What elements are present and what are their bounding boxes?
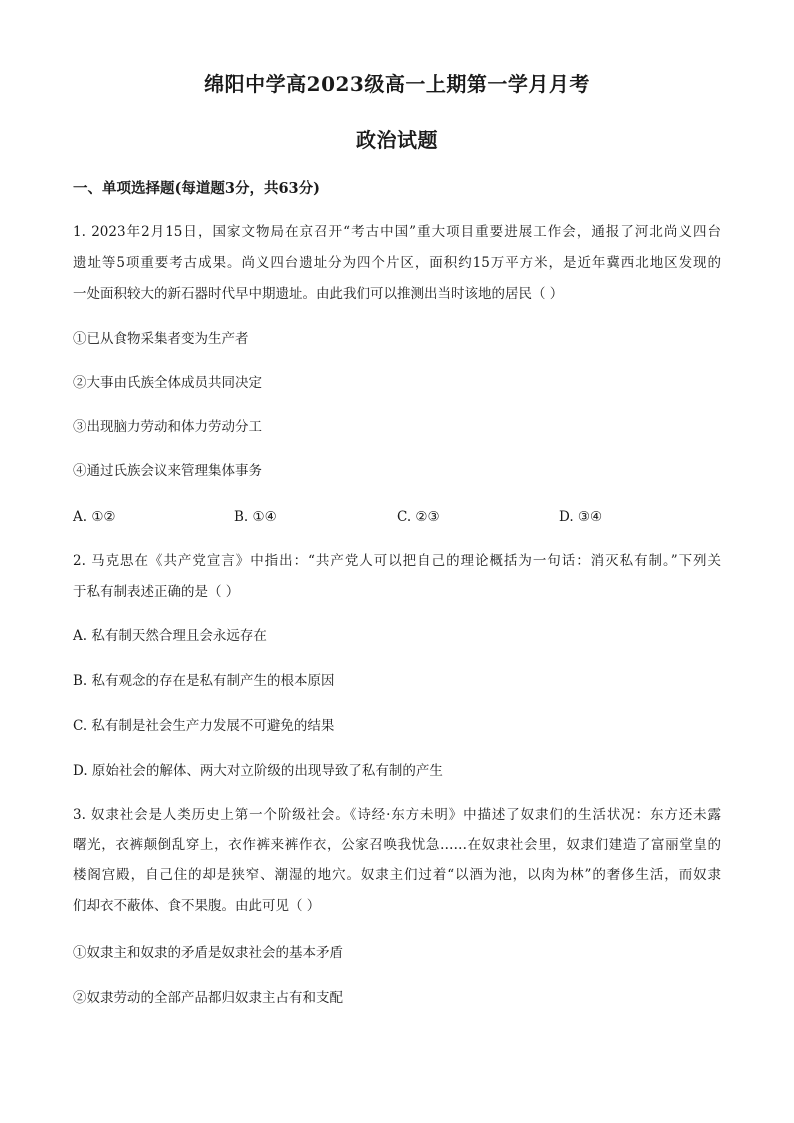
question-1-line-1: 1. 2023年2月15日，国家文物局在京召开“考古中国”重大项目重要进展工作会，通报了河北尚义四台 — [73, 224, 721, 240]
question-3-line-3: 楼阁宫殿，自己住的却是狭窄、潮湿的地穴。奴隶主们过着“以酒为池，以肉为林”的奢侈生活，而奴隶 — [73, 867, 721, 883]
question-1-statement-3: ③出现脑力劳动和体力劳动分工 — [73, 419, 262, 435]
question-3-line-1: 3. 奴隶社会是人类历史上第一个阶级社会。《诗经·东方未明》中描述了奴隶们的生活状况：东方还未露 — [73, 807, 721, 823]
question-3-statement-1: ①奴隶主和奴隶的矛盾是奴隶社会的基本矛盾 — [73, 945, 343, 961]
question-1-statement-1: ①已从食物采集者变为生产者 — [73, 331, 249, 347]
question-1-statement-2: ②大事由氏族全体成员共同决定 — [73, 375, 262, 391]
question-2-option-d: D. 原始社会的解体、两大对立阶级的出现导致了私有制的产生 — [73, 763, 443, 779]
exam-title: 绵阳中学高2023级高一上期第一学月月考 — [204, 72, 590, 96]
question-2-option-a: A. 私有制天然合理且会永远存在 — [73, 628, 267, 644]
section-heading: 一、单项选择题(每道题3分，共63分) — [73, 180, 320, 197]
question-1-line-3: 一处面积较大的新石器时代早中期遗址。由此我们可以推测出当时该地的居民（ ） — [73, 286, 564, 302]
question-1-statement-4: ④通过氏族会议来管理集体事务 — [73, 463, 262, 479]
question-2-line-1: 2. 马克思在《共产党宣言》中指出：“共产党人可以把自己的理论概括为一句话：消灭私有制。”下列关 — [73, 553, 721, 569]
question-1-option-c: C. ②③ — [397, 509, 440, 525]
question-2-line-2: 于私有制表述正确的是（ ） — [73, 584, 240, 600]
exam-subject-title: 政治试题 — [356, 128, 438, 152]
question-2-option-b: B. 私有观念的存在是私有制产生的根本原因 — [73, 673, 335, 689]
question-1-option-a: A. ①② — [73, 509, 116, 525]
question-1-option-b: B. ①④ — [234, 509, 277, 525]
question-3-statement-2: ②奴隶劳动的全部产品都归奴隶主占有和支配 — [73, 990, 343, 1006]
question-1-option-d: D. ③④ — [559, 509, 603, 525]
question-3-line-4: 们却衣不蔽体、食不果腹。由此可见（ ） — [73, 898, 321, 914]
question-1-line-2: 遗址等5项重要考古成果。尚义四台遗址分为四个片区，面积约15万平方米，是近年冀西北地区发现的 — [73, 255, 721, 271]
question-2-option-c: C. 私有制是社会生产力发展不可避免的结果 — [73, 718, 335, 734]
question-3-line-2: 曙光，衣裤颠倒乱穿上，衣作裤来裤作衣，公家召唤我忧急……在奴隶社会里，奴隶们建造了富丽堂皇的 — [73, 837, 721, 853]
